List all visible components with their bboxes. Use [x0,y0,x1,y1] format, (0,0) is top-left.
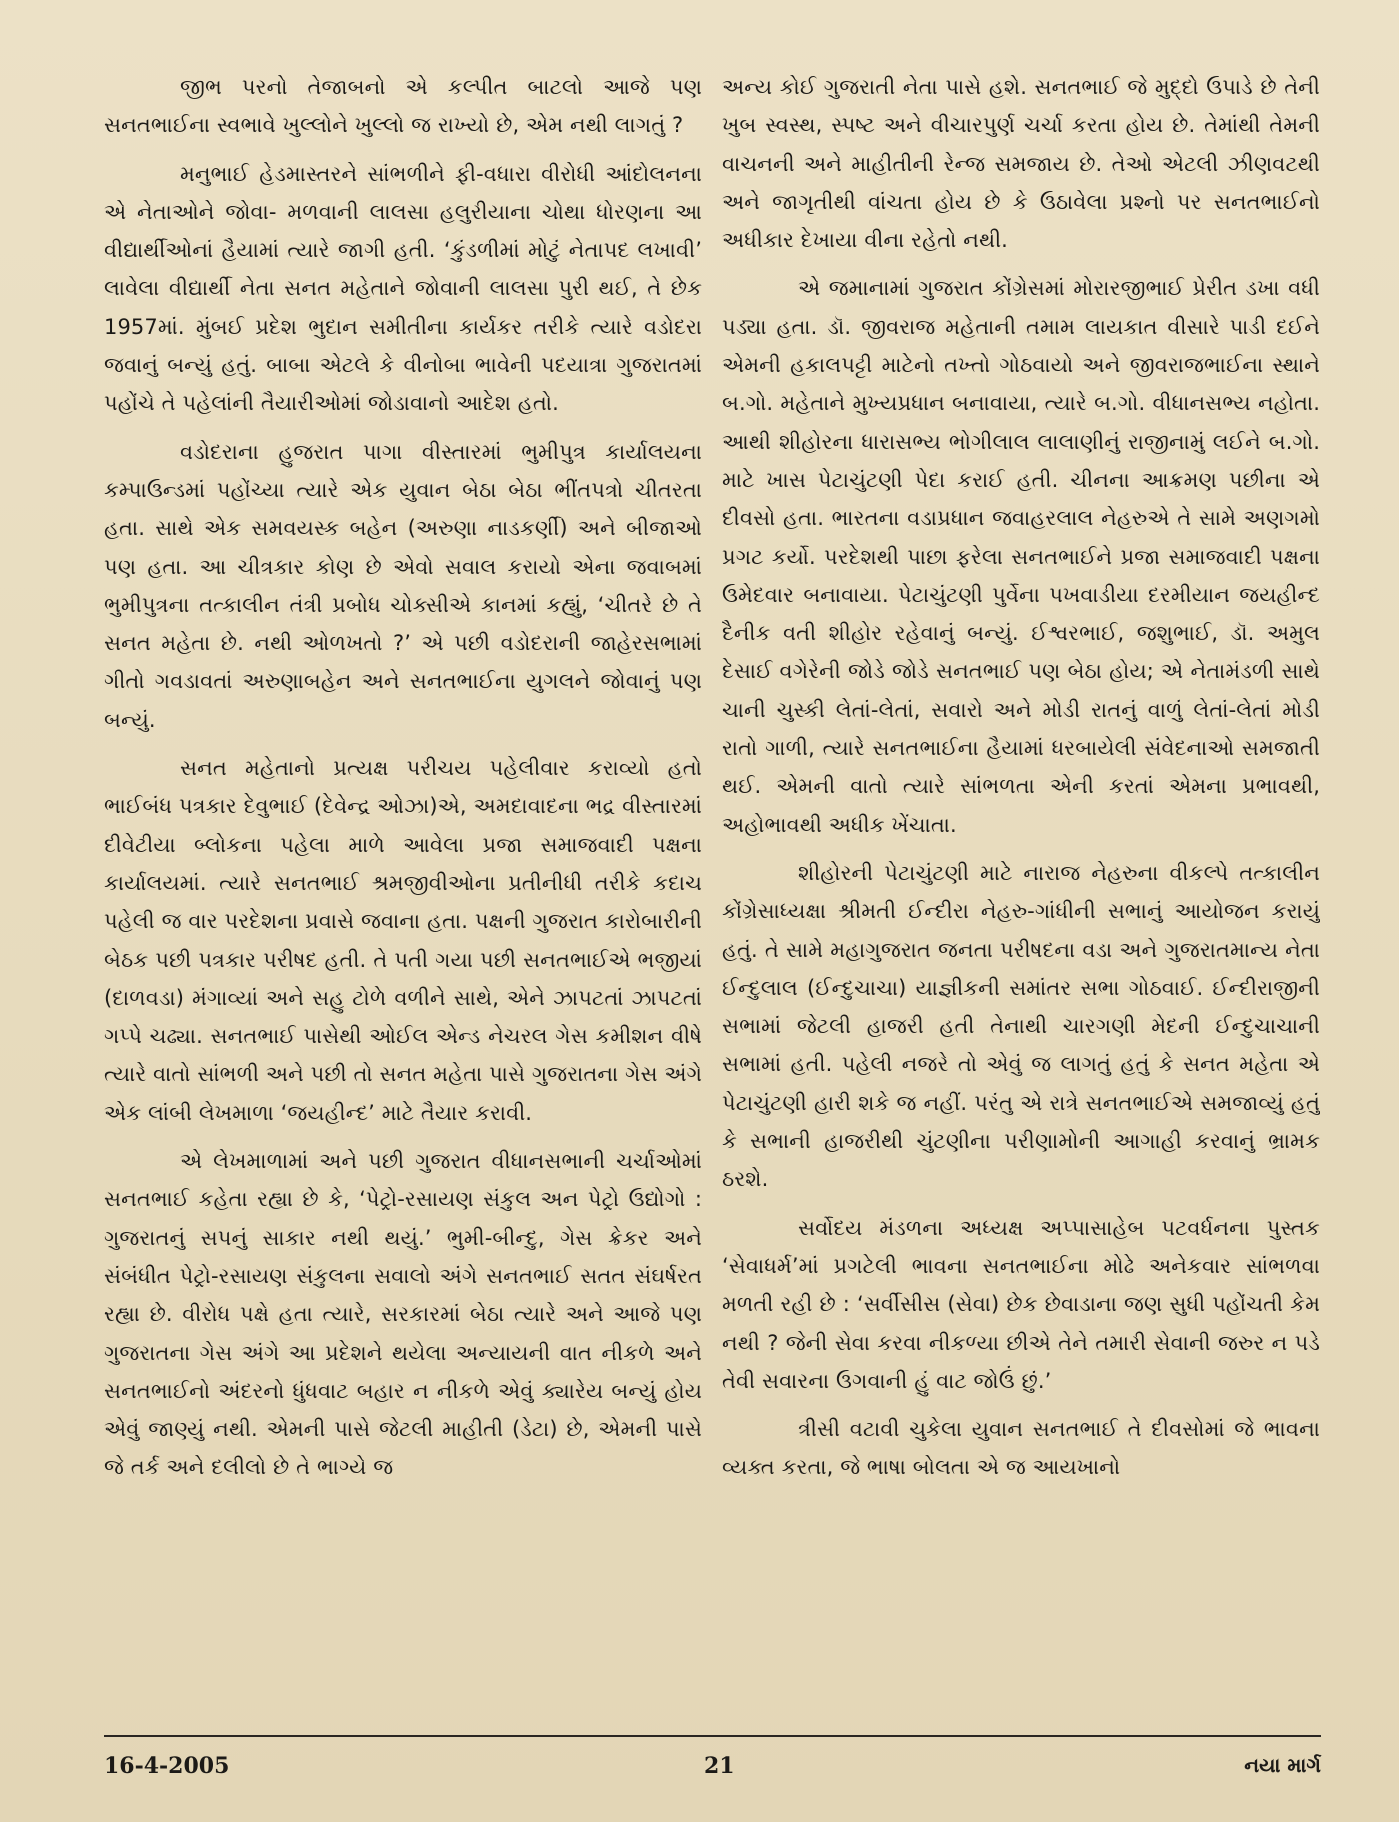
paragraph: મનુભાઈ હેડમાસ્તરને સાંભળીને ફી-વધારા વીરોધી આંદોલનના એ નેતાઓને જોવા- મળવાની લાલસા હલુરીયાના ચોથા ધોરણના આ વીદ્યાર્થીઓનાં હૈયામાં ત્યારે જાગી હતી. ‘કુંડળીમાં મોટું નેતાપદ લખાવી’ લાવેલા વીદ્યાર્થી નેતા સનત મહેતાને જોવાની લાલસા પુરી થઈ, તે છેક 1957માં. મુંબઈ પ્રદેશ ભુદાન સમીતીના કાર્યકર તરીકે ત્યારે વડોદરા જવાનું બન્યું હતું. બાબા એટલે કે વીનોબા ભાવેની પદયાત્રા ગુજરાતમાં પહોંચે તે પહેલાંની તૈયારીઓમાં જોડાવાનો આદેશ હતો. [104,161,702,416]
left-column [104,68,702,1708]
paragraph: એ જમાનામાં ગુજરાત કોંગ્રેસમાં મોરારજીભાઈ પ્રેરીત ડખા વધી પડ્યા હતા. ડૉ. જીવરાજ મહેતાની તમામ લાયકાત વીસારે પાડી દઈને એમની હકાલપટ્ટી માટેનો તખ્તો ગોઠવાયો અને જીવરાજભાઈના સ્થાને બ.ગો. મહેતાને મુખ્યપ્રધાન બનાવાયા, ત્યારે બ.ગો. વીધાનસભ્ય નહોતા. આથી શીહોરના ધારાસભ્ય ભોગીલાલ લાલાણીનું રાજીનામું લઈને બ.ગો. માટે ખાસ પેટાચુંટણી પેદા કરાઈ હતી. ચીનના આક્રમણ પછીના એ દીવસો હતા. ભારતના વડાપ્રધાન જવાહરલાલ નેહરુએ તે સામે અણગમો પ્રગટ કર્યો. પરદેશથી પાછા ફરેલા સનતભાઈને પ્રજા સમાજવાદી પક્ષના ઉમેદવાર બનાવાયા. પેટાચુંટણી પુર્વેના પખવાડીયા દરમીયાન જયહીન્દ દૈનીક વતી શીહોર રહેવાનું બન્યું. ઈશ્વરભાઈ, જશુભાઈ, ડૉ. અમુલ દેસાઈ વગેરેની જોડે જોડે સનતભાઈ પણ બેઠા હોય; એ નેતામંડળી સાથે ચાની ચુસ્કી લેતાં-લેતાં, સવારો અને મોડી રાતનું વાળું લેતાં-લેતાં મોડી રાતો ગાળી, ત્યારે સનતભાઈના હૈયામાં ધરબાયેલી સંવેદનાઓ સમજાતી થઈ. એમની વાતો ત્યારે સાંભળતા એની કરતાં એમના પ્રભાવથી, અહોભાવથી અધીક ખેંચાતા. [722,276,1320,837]
page-number: 21 [704,1753,735,1779]
paragraph: સનત મહેતાનો પ્રત્યક્ષ પરીચય પહેલીવાર કરાવ્યો હતો ભાઈબંધ પત્રકાર દેવુભાઈ (દેવેન્દ્ર ઓઝા)એ, અમદાવાદના ભદ્ર વીસ્તારમાં દીવેટીયા બ્લોકના પહેલા માળે આવેલા પ્રજા સમાજવાદી પક્ષના કાર્યાલયમાં. ત્યારે સનતભાઈ શ્રમજીવીઓના પ્રતીનીધી તરીકે કદાચ પહેલી જ વાર પરદેશના પ્રવાસે જવાના હતા. પક્ષની ગુજરાત કારોબારીની બેઠક પછી પત્રકાર પરીષદ હતી. તે પતી ગયા પછી સનતભાઈએ ભજીયાં (દાળવડા) મંગાવ્યાં અને સહુ ટોળે વળીને સાથે, એને ઝાપટતાં ઝાપટતાં ગપ્પે ચઢ્યા. સનતભાઈ પાસેથી ઓઈલ એન્ડ નેચરલ ગેસ કમીશન વીષે ત્યારે વાતો સાંભળી અને પછી તો સનત મહેતા પાસે ગુજરાતના ગેસ અંગે એક લાંબી લેખમાળા ‘જયહીન્દ’ માટે તૈયાર કરાવી. [104,756,702,1125]
right-column [722,68,1320,1708]
paragraph: વડોદરાના હુજરાત પાગા વીસ્તારમાં ભુમીપુત્ર કાર્યાલયના કમ્પાઉન્ડમાં પહોંચ્યા ત્યારે એક યુવાન બેઠા બેઠા ભીંતપત્રો ચીતરતા હતા. સાથે એક સમવયસ્ક બહેન (અરુણા નાડકર્ણી) અને બીજાઓ પણ હતા. આ ચીત્રકાર કોણ છે એવો સવાલ કરાયો એના જવાબમાં ભુમીપુત્રના તત્કાલીન તંત્રી પ્રબોધ ચોક્સીએ કાનમાં કહ્યું, ‘ચીતરે છે તે સનત મહેતા છે. નથી ઓળખતો ?’ એ પછી વડોદરાની જાહેરસભામાં ગીતો ગવડાવતાં અરુણાબહેન અને સનતભાઈના યુગલને જોવાનું પણ બન્યું. [104,439,702,732]
paragraph: અન્ય કોઈ ગુજરાતી નેતા પાસે હશે. સનતભાઈ જે મુદ્દો ઉપાડે છે તેની ખુબ સ્વસ્થ, સ્પષ્ટ અને વીચારપુર્ણ ચર્ચા કરતા હોય છે. તેમાંથી તેમની વાચનની અને માહીતીની રેન્જ સમજાય છે. તેઓ એટલી ઝીણવટથી અને જાગૃતીથી વાંચતા હોય છે કે ઉઠાવેલા પ્રશ્નો પર સનતભાઈનો અધીકાર દેખાયા વીના રહેતો નથી. [722,75,1320,253]
paragraph: શીહોરની પેટાચુંટણી માટે નારાજ નેહરુના વીકલ્પે તત્કાલીન કોંગ્રેસાધ્યક્ષા શ્રીમતી ઈન્દીરા નેહરુ-ગાંધીની સભાનું આયોજન કરાયું હતું. તે સામે મહાગુજરાત જનતા પરીષદના વડા અને ગુજરાતમાન્ય નેતા ઈન્દુલાલ (ઈન્દુચાચા) યાજ્ઞીકની સમાંતર સભા ગોઠવાઈ. ઈન્દીરાજીની સભામાં જેટલી હાજરી હતી તેનાથી ચારગણી મેદની ઈન્દુચાચાની સભામાં હતી. પહેલી નજરે તો એવું જ લાગતું હતું કે સનત મહેતા એ પેટાચુંટણી હારી શકે જ નહીં. પરંતુ એ રાત્રે સનતભાઈએ સમજાવ્યું હતું કે સભાની હાજરીથી ચુંટણીના પરીણામોની આગાહી કરવાનું ભ્રામક ઠરશે. [722,860,1320,1192]
paragraph: જીભ પરનો તેજાબનો એ કલ્પીત બાટલો આજે પણ સનતભાઈના સ્વભાવે ખુલ્લોને ખુલ્લો જ રાખ્યો છે, એમ નથી લાગતું ? [104,75,702,138]
issue-date: 16-4-2005 [104,1753,230,1779]
paragraph: એ લેખમાળામાં અને પછી ગુજરાત વીધાનસભાની ચર્ચાઓમાં સનતભાઈ કહેતા રહ્યા છે કે, ‘પેટ્રો-રસાયણ સંકુલ અન પેટ્રો ઉદ્યોગો : ગુજરાતનું સપનું સાકાર નથી થયું.’ ભુમી-બીન્દુ, ગેસ ક્રેકર અને સંબંધીત પેટ્રો-રસાયણ સંકુલના સવાલો અંગે સનતભાઈ સતત સંઘર્ષરત રહ્યા છે. વીરોધ પક્ષે હતા ત્યારે, સરકારમાં બેઠા ત્યારે અને આજે પણ ગુજરાતના ગેસ અંગે આ પ્રદેશને થયેલા અન્યાયની વાત નીકળે અને સનતભાઈનો અંદરનો ધુંધવાટ બહાર ન નીકળે એવું ક્યારેય બન્યું હોય એવું જાણ્યું નથી. એમની પાસે જેટલી માહીતી (ડેટા) છે, એમની પાસે જે તર્ક અને દલીલો છે તે ભાગ્યે જ [104,1149,702,1480]
paragraph: ત્રીસી વટાવી ચુકેલા યુવાન સનતભાઈ તે દીવસોમાં જે ભાવના વ્યક્ત કરતા, જે ભાષા બોલતા એ જ આયખાનો [722,1417,1320,1480]
paragraph: સર્વોદય મંડળના અધ્યક્ષ અપ્પાસાહેબ પટવર્ધનના પુસ્તક ‘સેવાધર્મ’માં પ્રગટેલી ભાવના સનતભાઈના મોઢે અનેકવાર સાંભળવા મળતી રહી છે : ‘સર્વીસીસ (સેવા) છેક છેવાડાના જણ સુધી પહોંચતી કેમ નથી ? જેની સેવા કરવા નીકળ્યા છીએ તેને તમારી સેવાની જરુર ન પડે તેવી સવારના ઉગવાની હું વાટ જોઉં છું.’ [722,1215,1320,1393]
page-footer [104,1735,1321,1797]
magazine-name: નયા માર્ગ [1244,1753,1321,1777]
